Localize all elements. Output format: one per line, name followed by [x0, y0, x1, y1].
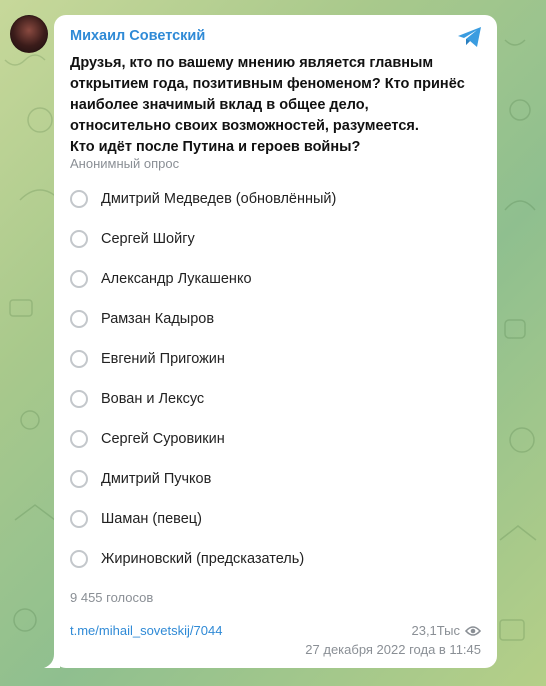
poll-option[interactable]: [68, 499, 478, 539]
poll-type-label: Анонимный опрос: [70, 156, 180, 171]
poll-option[interactable]: [68, 419, 478, 459]
question-line: открытием года, позитивным феноменом? Кто принёс: [70, 76, 465, 92]
radio-button[interactable]: [70, 510, 88, 528]
radio-button[interactable]: [70, 230, 88, 248]
poll-question: [70, 53, 480, 158]
author-name[interactable]: Михаил Советский: [70, 28, 206, 44]
option-label: Сергей Шойгу: [101, 231, 195, 247]
channel-avatar[interactable]: [10, 15, 48, 53]
telegram-icon[interactable]: [457, 25, 483, 49]
option-label: Шаман (певец): [101, 511, 202, 527]
radio-button[interactable]: [70, 270, 88, 288]
poll-option[interactable]: [68, 219, 478, 259]
radio-button[interactable]: [70, 310, 88, 328]
radio-button[interactable]: [70, 430, 88, 448]
message-bubble: [54, 15, 497, 668]
radio-button[interactable]: [70, 190, 88, 208]
poll-options: [68, 179, 478, 579]
poll-option[interactable]: [68, 459, 478, 499]
post-link[interactable]: t.me/mihail_sovetskij/7044: [70, 623, 223, 638]
option-label: Дмитрий Пучков: [101, 471, 212, 487]
option-label: Сергей Суровикин: [101, 431, 225, 447]
poll-option[interactable]: [68, 539, 478, 579]
poll-option[interactable]: [68, 339, 478, 379]
radio-button[interactable]: [70, 350, 88, 368]
option-label: Вован и Лексус: [101, 391, 205, 407]
poll-option[interactable]: [68, 299, 478, 339]
vote-count: 9 455 голосов: [70, 590, 154, 605]
poll-option[interactable]: [68, 179, 478, 219]
radio-button[interactable]: [70, 550, 88, 568]
question-line: Кто идёт после Путина и героев войны?: [70, 139, 361, 155]
view-count: [411, 623, 481, 638]
option-label: Жириновский (предсказатель): [101, 551, 305, 567]
radio-button[interactable]: [70, 390, 88, 408]
poll-option[interactable]: [68, 259, 478, 299]
question-line: наиболее значимый вклад в общее дело,: [70, 97, 369, 113]
poll-option[interactable]: [68, 379, 478, 419]
view-count-value: 23,1Тыс: [411, 623, 460, 638]
option-label: Рамзан Кадыров: [101, 311, 215, 327]
option-label: Евгений Пригожин: [101, 351, 225, 367]
option-label: Дмитрий Медведев (обновлённый): [101, 191, 337, 207]
question-line: относительно своих возможностей, разумеется.: [70, 118, 419, 134]
option-label: Александр Лукашенко: [101, 271, 252, 287]
radio-button[interactable]: [70, 470, 88, 488]
question-line: Друзья, кто по вашему мнению является главным: [70, 55, 434, 71]
eye-icon: [465, 625, 481, 637]
post-date: 27 декабря 2022 года в 11:45: [305, 642, 481, 657]
